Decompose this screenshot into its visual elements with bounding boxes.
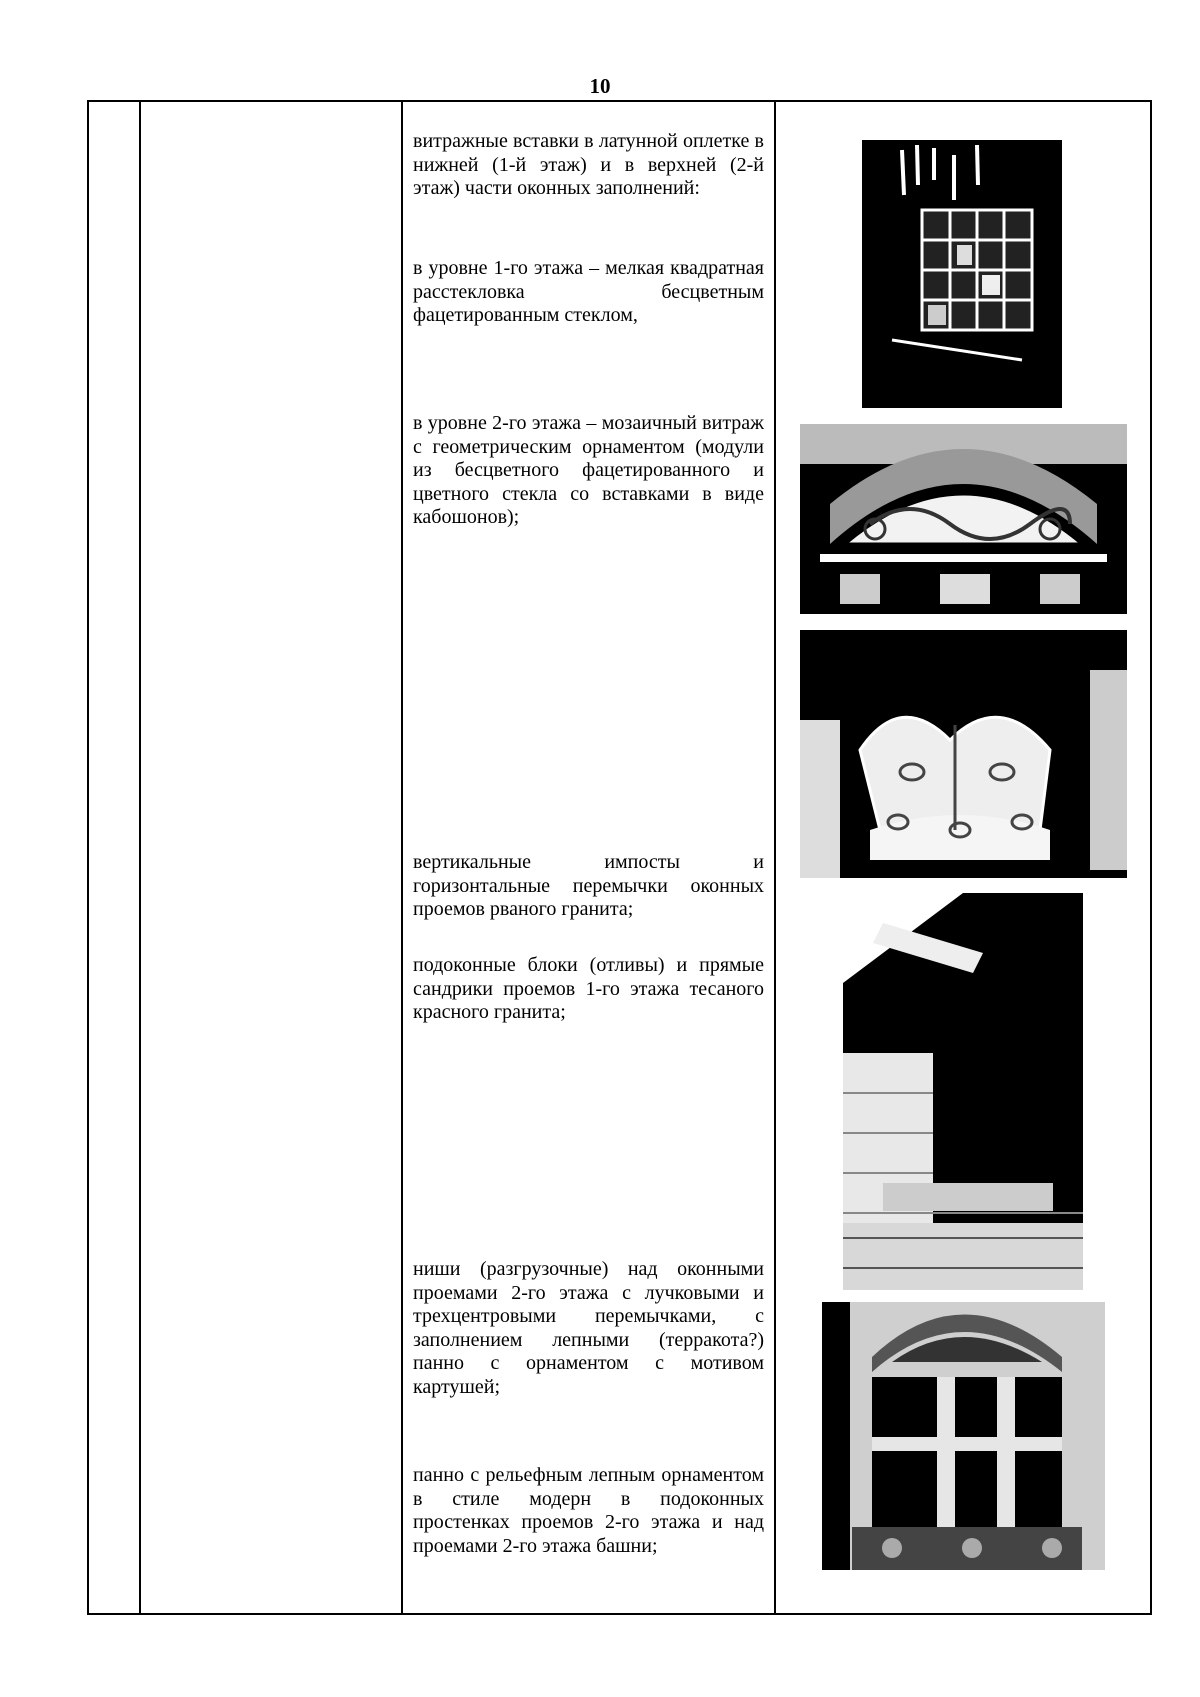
paragraph-niches: ниши (разгрузочные) над оконными проемами 2-го этажа с лучковыми и трехцентровыми перемычками, с заполнением лепными (терракота?) панно с орнаментом с мотивом картушей; — [413, 1258, 764, 1398]
table-column-divider-2 — [401, 100, 403, 1615]
paragraph-imposts-lintels: вертикальные импосты и горизонтальные перемычки оконных проемов рваного гранита; — [413, 851, 764, 920]
photo-stained-glass-cabochons — [800, 630, 1127, 878]
paragraph-relief-panels: панно с рельефным лепным орнаментом в стиле модерн в подоконных простенках проемов 2-го этажа и над проемами 2-го этажа башни; — [413, 1464, 764, 1557]
table-column-divider-1 — [139, 100, 141, 1615]
photo-window-square-glazing — [862, 140, 1062, 408]
paragraph-first-floor-glazing: в уровне 1-го этажа – мелкая квадратная расстекловка бесцветным фацетированным стеклом, — [413, 257, 764, 326]
paragraph-second-floor-mosaic: в уровне 2-го этажа – мозаичный витраж с геометрическим орнаментом (модули из бесцветного фацетированного и цветного стекла со вставками в виде кабошонов); — [413, 412, 764, 528]
photo-granite-sill — [843, 893, 1083, 1290]
table-column-divider-3 — [774, 100, 776, 1615]
page-number: 10 — [589, 74, 611, 98]
photo-niches-ornamental-panels — [822, 1302, 1105, 1570]
paragraph-window-sills: подоконные блоки (отливы) и прямые сандрики проемов 1-го этажа тесаного красного гранита; — [413, 954, 764, 1023]
paragraph-stained-glass: витражные вставки в латунной оплетке в нижней (1-й этаж) и в верхней (2-й этаж) части оконных заполнений: — [413, 130, 764, 199]
photo-arched-lunette — [800, 424, 1127, 614]
